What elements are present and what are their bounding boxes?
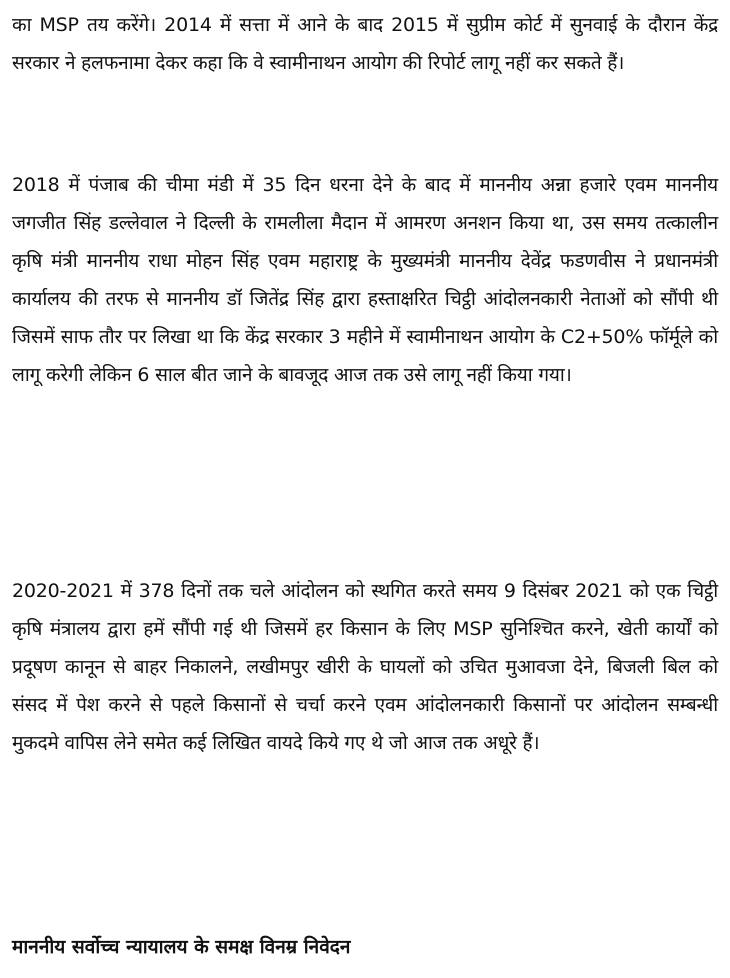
section-heading: माननीय सर्वोच्च न्यायालय के समक्ष विनम्र निवेदन [12,936,351,958]
paragraph-2018-protest: 2018 में पंजाब की चीमा मंडी में 35 दिन धरना देने के बाद में माननीय अन्ना हजारे एवम माननीय जगजीत सिंह डल्लेवाल ने दिल्ली के रामलीला मैदान में आमरण अनशन किया था, उस समय तत्कालीन कृषि मंत्री माननीय राधा मोहन सिंह एवम महाराष्ट्र के मुख्यमंत्री माननीय देवेंद्र फडणवीस ने प्रधानमंत्री कार्यालय की तरफ से माननीय डॉ जितेंद्र सिंह द्वारा हस्ताक्षरित चिट्ठी आंदोलनकारी नेताओं को सौंपी थी जिसमें साफ तौर पर लिखा था कि केंद्र सरकार 3 महीने में स्वामीनाथन आयोग के C2+50% फॉर्मूले को लागू करेगी लेकिन 6 साल बीत जाने के बावजूद आज तक उसे लागू नहीं किया गया। [12,174,718,386]
paragraph-msp-affidavit: का MSP तय करेंगे। 2014 में सत्ता में आने के बाद 2015 में सुप्रीम कोर्ट में सुनवाई के दौरान केंद्र सरकार ने हलफनामा देकर कहा कि वे स्वामीनाथन आयोग की रिपोर्ट लागू नहीं कर सकते हैं। [12,14,718,74]
paragraph-2020-2021-movement: 2020-2021 में 378 दिनों तक चले आंदोलन को स्थगित करते समय 9 दिसंबर 2021 को एक चिट्ठी कृषि मंत्रालय द्वारा हमें सौंपी गई थी जिसमें हर किसान के लिए MSP सुनिश्चित करने, खेती कार्यों को प्रदूषण कानून से बाहर निकालने, लखीमपुर खीरी के घायलों को उचित मुआवजा देने, बिजली बिल को संसद में पेश करने से पहले किसानों से चर्चा करने एवम आंदोलनकारी किसानों पर आंदोलन सम्बन्धी मुकदमे वापिस लेने समेत कई लिखित वायदे किये गए थे जो आज तक अधूरे हैं। [12,580,718,754]
